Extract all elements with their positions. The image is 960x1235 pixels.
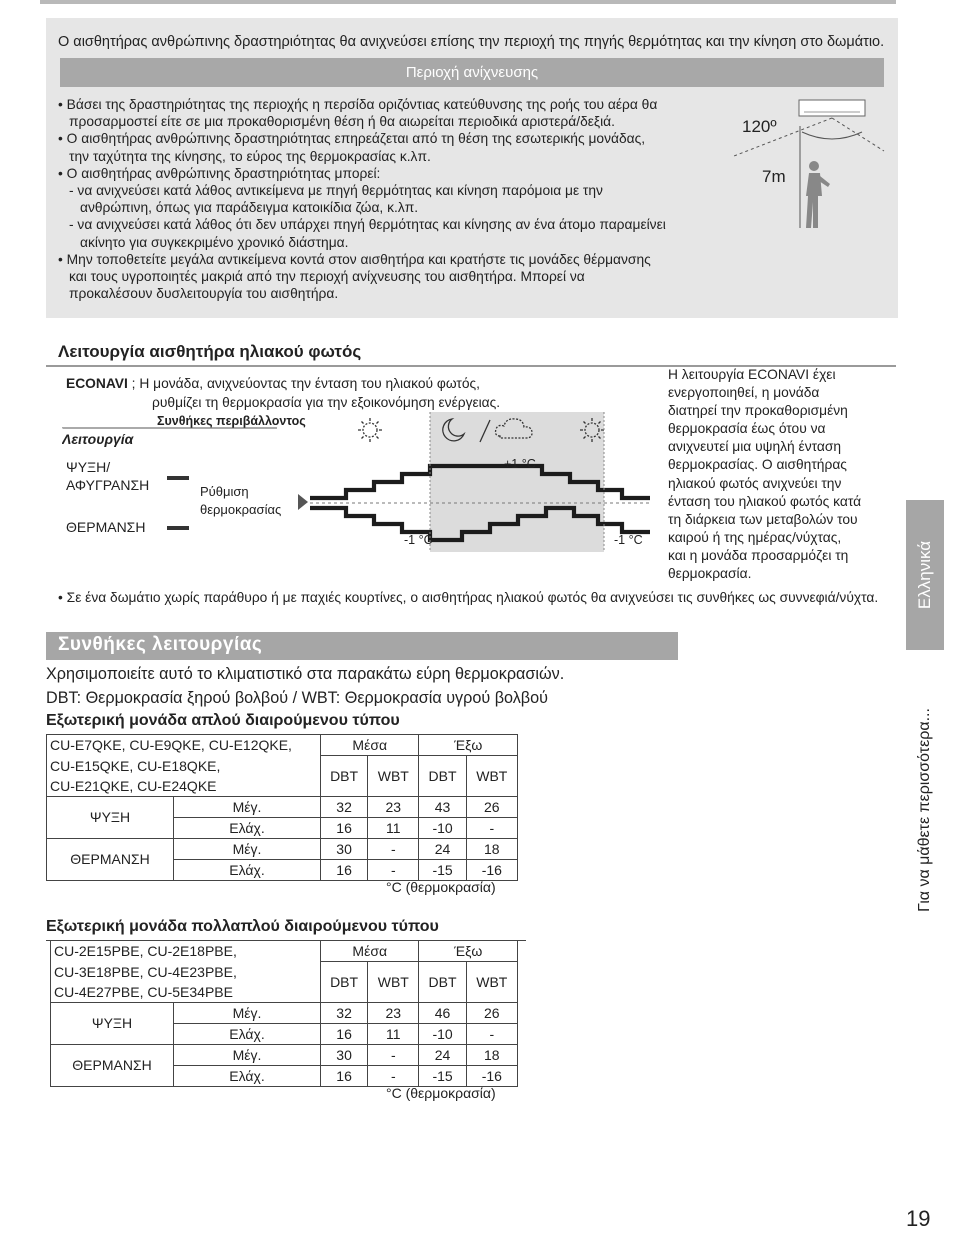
text-line: θερμοκρασία. [668,566,752,582]
model-cell: CU-4E27PBE, CU-5E34PBE [51,982,321,1003]
cool-label-1: ΨΥΞΗ/ [66,459,111,475]
econavi-desc-2: ρυθμίζει τη θερμοκρασία για την εξοικονόμηση ενέργειας. [152,395,501,410]
text-line: θερμοκρασία έως ότου να [668,421,826,437]
bullet-line: • Ο αισθητήρας ανθρώπινης δραστηριότητας επηρεάζεται από τη θέση της εσωτερικής μονάδας, [58,131,646,147]
bullet-line: - να ανιχνεύσει κατά λάθος αντικείμενα με πηγή θερμότητας και κίνηση παρόμοια με την [69,183,603,199]
multi-split-title: Εξωτερική μονάδα πολλαπλού διαιρούμενου τύπου [46,918,439,935]
limit-cell: Μέγ. [174,1002,321,1023]
single-split-title: Εξωτερική μονάδα απλού διαιρούμενου τύπου [46,712,400,729]
model-cell: CU-2E15PBE, CU-2E18PBE, [51,941,321,962]
limit-cell: Ελάχ. [174,817,321,838]
single-split-table [46,734,518,881]
inside-header: Μέσα [321,735,419,756]
minus-label: -1 °C [614,533,643,547]
value-cell: - [466,1023,517,1044]
top-rule [40,0,896,4]
solar-heading: Λειτουργία αισθητήρα ηλιακού φωτός [58,342,362,361]
value-cell: - [368,859,419,880]
distance-label: 7m [762,167,786,186]
env-label: Συνθήκες περιβάλλοντος [157,414,306,428]
model-cell: CU-3E18PBE, CU-4E23PBE, [51,962,321,982]
value-cell: 23 [368,1002,419,1023]
bullet-line: ανθρώπινη, όπως για παράδειγμα κατοικίδια ζώα, κ.λπ. [80,200,419,216]
value-cell: 16 [321,1065,368,1086]
bullet-line: ακίνητο για συγκεκριμένο χρονικό διάστημα. [80,234,349,250]
mode-cell: ΘΕΡΜΑΝΣΗ [47,838,174,880]
value-cell: - [368,838,419,859]
text-line: τη διάρκεια των μεταβολών του [668,511,858,527]
value-cell: -15 [419,859,466,880]
value-cell: 16 [321,1023,368,1044]
value-cell: -16 [466,859,517,880]
multi-split-table [50,940,518,1087]
sun-icon [358,418,382,442]
col-header: DBT [321,962,368,1003]
value-cell: -10 [419,1023,466,1044]
value-cell: 30 [321,838,368,859]
mode-cell: ΨΥΞΗ [47,796,174,838]
col-header: WBT [368,756,419,797]
limit-cell: Ελάχ. [174,859,321,880]
value-cell: 23 [368,796,419,817]
value-cell: 11 [368,1023,419,1044]
model-cell: CU-E21QKE, CU-E24QKE [47,776,321,797]
value-cell: 16 [321,859,368,880]
cool-label-2: ΑΦΥΓΡΑΝΣΗ [66,477,150,493]
value-cell: 18 [466,838,517,859]
limit-cell: Μέγ. [174,796,321,817]
text-line: ενεργοποιηθεί, η μονάδα [668,385,820,401]
value-cell: -15 [419,1065,466,1086]
value-cell: 43 [419,796,466,817]
multi-unit-note: °C (θερμοκρασία) [386,1085,496,1101]
value-cell: 24 [419,1044,466,1065]
solar-note: • Σε ένα δωμάτιο χωρίς παράθυρο ή με παχιές κουρτίνες, ο αισθητήρας ηλιακού φωτός θα ανιχνεύσει τις συνθήκες ως συννεφιά/νύχτα. [58,590,879,605]
detection-intro: Ο αισθητήρας ανθρώπινης δραστηριότητας θα ανιχνεύσει επίσης την περιοχή της πηγής θερμότητας και την κίνηση στο δωμάτιο. [58,34,885,50]
conditions-intro: Χρησιμοποιείτε αυτό το κλιματιστικό στα παρακάτω εύρη θερμοκρασιών. [46,665,565,683]
detection-range-illustration [714,96,894,236]
text-line: ανιχνευτεί μια υψηλή ένταση [668,439,842,455]
bullet-line: - να ανιχνεύσει κατά λάθος ότι δεν υπάρχει πηγή θερμότητας και κίνησης αν ένα άτομο παραμείνει [69,217,666,233]
limit-cell: Ελάχ. [174,1023,321,1044]
value-cell: 16 [321,817,368,838]
outside-header: Έξω [419,735,518,756]
bullet-line: • Μην τοποθετείτε μεγάλα αντικείμενα κοντά στον αισθητήρα και κρατήστε τις μονάδες θέρμανσης [58,251,651,267]
value-cell: - [368,1065,419,1086]
op-label: Λειτουργία [62,431,134,447]
inside-header: Μέσα [321,941,419,962]
text-line: θερμοκρασίας. Ο αισθητήρας [668,457,847,473]
text-line: διατηρεί την προκαθορισμένη [668,403,848,419]
arrow-icon [298,494,308,510]
text-line: Η λειτουργία ECONAVI έχει [668,367,836,382]
limit-cell: Μέγ. [174,1044,321,1065]
conditions-legend: DBT: Θερμοκρασία ξηρού βολβού / WBT: Θερμοκρασία υγρού βολβού [46,689,548,707]
single-unit-note: °C (θερμοκρασία) [386,879,496,895]
model-cell: CU-E15QKE, CU-E18QKE, [47,756,321,776]
heat-label: ΘΕΡΜΑΝΣΗ [66,519,146,535]
plus-label: +1 °C [504,457,536,471]
value-cell: 32 [321,796,368,817]
cool-legend-line [167,476,189,480]
adjust-label-1: Ρύθμιση [200,484,249,499]
value-cell: 30 [321,1044,368,1065]
bullet-line: • Βάσει της δραστηριότητας της περιοχής η περσίδα οριζόντιας κατεύθυνσης της ροής του αέρα θα [58,97,658,112]
value-cell: 24 [419,838,466,859]
aircon-unit-icon [799,100,865,116]
col-header: WBT [466,962,517,1003]
conditions-heading: Συνθήκες λειτουργίας [58,634,263,655]
econavi-desc [66,376,480,391]
econavi-desc-1: ; Η μονάδα, ανιχνεύοντας την ένταση του ηλιακού φωτός, [127,376,481,391]
bullet-line: προκαλέσουν δυσλειτουργία του αισθητήρα. [69,286,339,302]
col-header: DBT [419,756,466,797]
person-icon [806,161,830,228]
econavi-label: ECONAVI [66,376,128,391]
value-cell: - [368,1044,419,1065]
text-line: ένταση του ηλιακού φωτός κατά [668,493,862,509]
minus-label: -1 °C [404,533,433,547]
page-number: 19 [906,1206,931,1231]
bullet-line: • Ο αισθητήρας ανθρώπινης δραστηριότητας μπορεί: [58,165,381,181]
section-label: Για να μάθετε περισσότερα... [916,708,933,912]
col-header: WBT [466,756,517,797]
model-cell: CU-E7QKE, CU-E9QKE, CU-E12QKE, [47,735,321,756]
bullet-line: την ταχύτητα της κίνησης, το εύρος της θερμοκρασίας κ.λπ. [69,148,431,164]
text-line: και η μονάδα προσαρμόζει τη [668,547,849,563]
outside-header: Έξω [419,941,518,962]
bullet-line: προσαρμοστεί είτε σε μια προκαθορισμένη θέση ή θα αιωρείται περιοδικά αριστερά/δεξιά. [69,114,615,130]
angle-label: 120º [742,117,777,136]
solar-chart [62,412,652,560]
adjust-label-2: θερμοκρασίας [200,502,282,517]
col-header: DBT [419,962,466,1003]
value-cell: 11 [368,817,419,838]
detection-bullets [58,96,708,302]
mode-cell: ΨΥΞΗ [51,1002,174,1044]
value-cell: 26 [466,796,517,817]
value-cell: -16 [466,1065,517,1086]
col-header: WBT [368,962,419,1003]
text-line: ηλιακού φωτός ανιχνεύει την [668,475,842,491]
col-header: DBT [321,756,368,797]
value-cell: - [466,817,517,838]
value-cell: 46 [419,1002,466,1023]
value-cell: 18 [466,1044,517,1065]
value-cell: -10 [419,817,466,838]
econavi-explanation [668,366,878,583]
heat-legend-line [167,526,189,530]
mode-cell: ΘΕΡΜΑΝΣΗ [51,1044,174,1086]
value-cell: 32 [321,1002,368,1023]
value-cell: 26 [466,1002,517,1023]
language-label: Ελληνικά [915,540,934,610]
limit-cell: Ελάχ. [174,1065,321,1086]
bullet-line: και τους υγροποιητές μακριά από την περιοχή ανίχνευσης του αισθητήρα. Μπορεί να [69,269,585,285]
text-line: καιρού ή της ημέρας/νύχτας, [668,529,842,545]
limit-cell: Μέγ. [174,838,321,859]
detection-heading: Περιοχή ανίχνευσης [60,58,884,87]
